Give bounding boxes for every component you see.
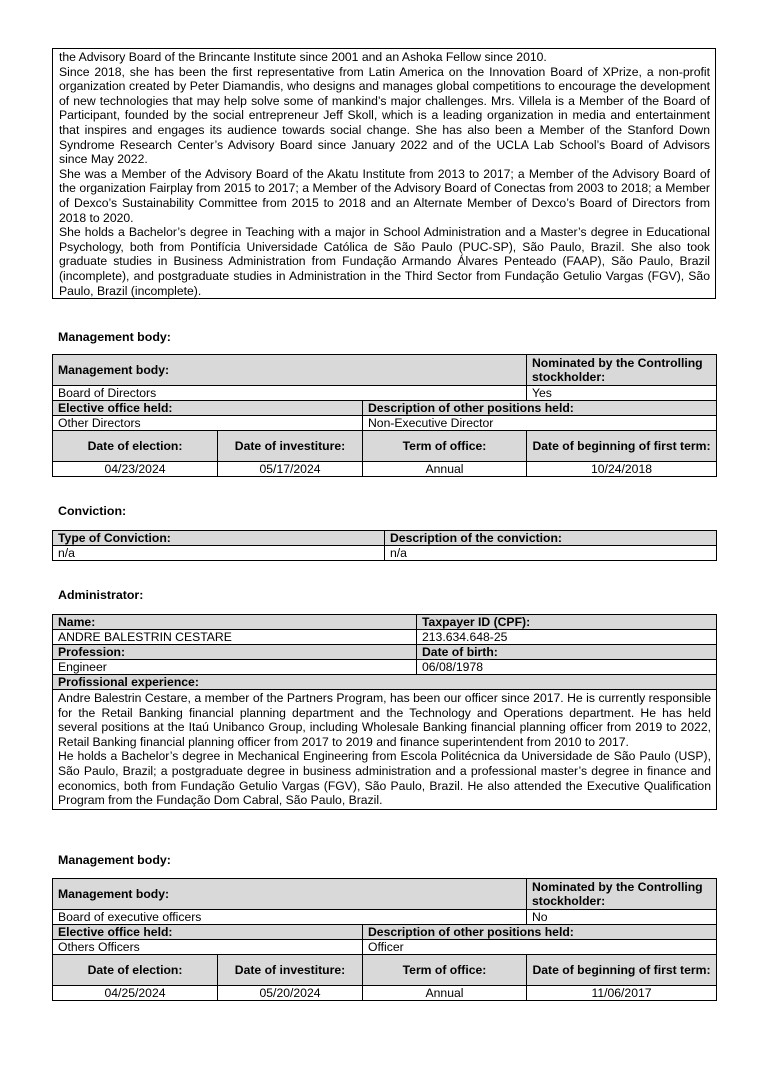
- value-management-body: Board of executive officers: [53, 910, 527, 925]
- header-first-term: Date of beginning of first term:: [527, 955, 717, 986]
- header-elective-office: Elective office held:: [53, 401, 363, 416]
- value-date-investiture: 05/20/2024: [218, 986, 363, 1001]
- header-conviction-type: Type of Conviction:: [53, 531, 385, 546]
- header-date-election: Date of election:: [53, 431, 218, 462]
- header-date-of-birth: Date of birth:: [417, 645, 717, 660]
- header-description-positions: Description of other positions held:: [363, 401, 717, 416]
- section-title-administrator: Administrator:: [58, 588, 144, 602]
- header-conviction-description: Description of the conviction:: [385, 531, 717, 546]
- header-management-body: Management body:: [53, 879, 527, 910]
- value-management-body: Board of Directors: [53, 386, 527, 401]
- section-title-management-body: Management body:: [58, 330, 171, 344]
- bio-paragraph: She was a Member of the Advisory Board of the Akatu Institute from 2013 to 2017; a Member of the Advisory Board of the organization Fairplay from 2015 to 2017; a Member of the Advisory Board of Conectas from 2003 to 2018; a Member of Dexco’s Sustainability Committee from 2015 to 2018 and an Alternate Member of Dexco’s Board of Directors from 2018 to 2020.: [59, 166, 710, 225]
- section-title-management-body: Management body:: [58, 853, 171, 867]
- bio-paragraph: She holds a Bachelor’s degree in Teaching with a major in School Administration and a Master’s degree in Educational Psychology, both from Pontifícia Universidade Católica de São Paulo (PUC-SP), São Paulo, Brazil. She also took graduate studies in Business Administration from Fundação Armando Álvares Penteado (FAAP), São Paulo, Brazil (incomplete), and postgraduate studies in Administration in the Third Sector from Fundação Getulio Vargas (FGV), São Paulo, Brazil (incomplete).: [59, 225, 710, 298]
- administrator-table: [52, 614, 717, 810]
- value-name: ANDRE BALESTRIN CESTARE: [53, 630, 417, 645]
- header-date-election: Date of election:: [53, 955, 218, 986]
- value-date-election: 04/25/2024: [53, 986, 218, 1001]
- header-date-investiture: Date of investiture:: [218, 955, 363, 986]
- header-nominated: Nominated by the Controlling stockholder:: [527, 355, 717, 386]
- value-conviction-description: n/a: [385, 546, 717, 561]
- header-management-body: Management body:: [53, 355, 527, 386]
- header-taxpayer-id: Taxpayer ID (CPF):: [417, 615, 717, 630]
- value-description-positions: Non-Executive Director: [363, 416, 717, 431]
- management-body-table: [52, 354, 717, 477]
- management-body-table: [52, 878, 717, 1001]
- biography-box: [52, 48, 716, 299]
- header-date-investiture: Date of investiture:: [218, 431, 363, 462]
- header-description-positions: Description of other positions held:: [363, 925, 717, 940]
- value-first-term: 11/06/2017: [527, 986, 717, 1001]
- header-term-office: Term of office:: [363, 431, 527, 462]
- header-term-office: Term of office:: [363, 955, 527, 986]
- header-profession: Profession:: [53, 645, 417, 660]
- value-elective-office: Other Directors: [53, 416, 363, 431]
- conviction-table: [52, 530, 717, 561]
- section-title-conviction: Conviction:: [58, 504, 127, 518]
- value-conviction-type: n/a: [53, 546, 385, 561]
- experience-paragraph: He holds a Bachelor’s degree in Mechanical Engineering from Escola Politécnica da Universidade de São Paulo (USP), São Paulo, Brazil; a postgraduate degree in business administration and a professional master’s degree in finance and economics, both from Fundação Getulio Vargas (FGV), São Paulo, Brazil. He also attended the Executive Qualification Program from the Fundação Dom Cabral, São Paulo, Brazil.: [58, 749, 711, 808]
- bio-paragraph: Since 2018, she has been the first representative from Latin America on the Innovation Board of XPrize, a non-profit organization created by Peter Diamandis, who designs and manages global competitions to encourage the development of new technologies that may help solve some of mankind’s major challenges. Mrs. Villela is a Member of the Board of Participant, founded by the social entrepreneur Jeff Skoll, which is a leading organization in media and entertainment that inspires and engages its audience towards social change. She has also been a Member of the Stanford Down Syndrome Research Center’s Advisory Board since January 2022 and of the UCLA Lab School’s Board of Advisors since May 2022.: [59, 64, 710, 167]
- bio-paragraph: the Advisory Board of the Brincante Institute since 2001 and an Ashoka Fellow since 2010.: [59, 50, 547, 64]
- header-elective-office: Elective office held:: [53, 925, 363, 940]
- value-date-election: 04/23/2024: [53, 462, 218, 477]
- header-first-term: Date of beginning of first term:: [527, 431, 717, 462]
- header-professional-experience: Profissional experience:: [53, 675, 717, 690]
- header-nominated: Nominated by the Controlling stockholder:: [527, 879, 717, 910]
- value-elective-office: Others Officers: [53, 940, 363, 955]
- professional-experience-cell: [53, 690, 717, 810]
- value-nominated: No: [527, 910, 717, 925]
- experience-paragraph: Andre Balestrin Cestare, a member of the Partners Program, has been our officer since 2017. He is currently responsible for the Retail Banking financial planning department and the Technology and Operations department. He has held several positions at the Itaú Unibanco Group, including Wholesale Banking financial planning officer from 2019 to 2022, Retail Banking financial planning officer from 2017 to 2019 and finance superintendent from 2010 to 2017.: [58, 691, 711, 749]
- value-date-investiture: 05/17/2024: [218, 462, 363, 477]
- value-profession: Engineer: [53, 660, 417, 675]
- value-term-office: Annual: [363, 462, 527, 477]
- value-term-office: Annual: [363, 986, 527, 1001]
- value-nominated: Yes: [527, 386, 717, 401]
- value-date-of-birth: 06/08/1978: [417, 660, 717, 675]
- header-name: Name:: [53, 615, 417, 630]
- value-description-positions: Officer: [363, 940, 717, 955]
- value-taxpayer-id: 213.634.648-25: [417, 630, 717, 645]
- value-first-term: 10/24/2018: [527, 462, 717, 477]
